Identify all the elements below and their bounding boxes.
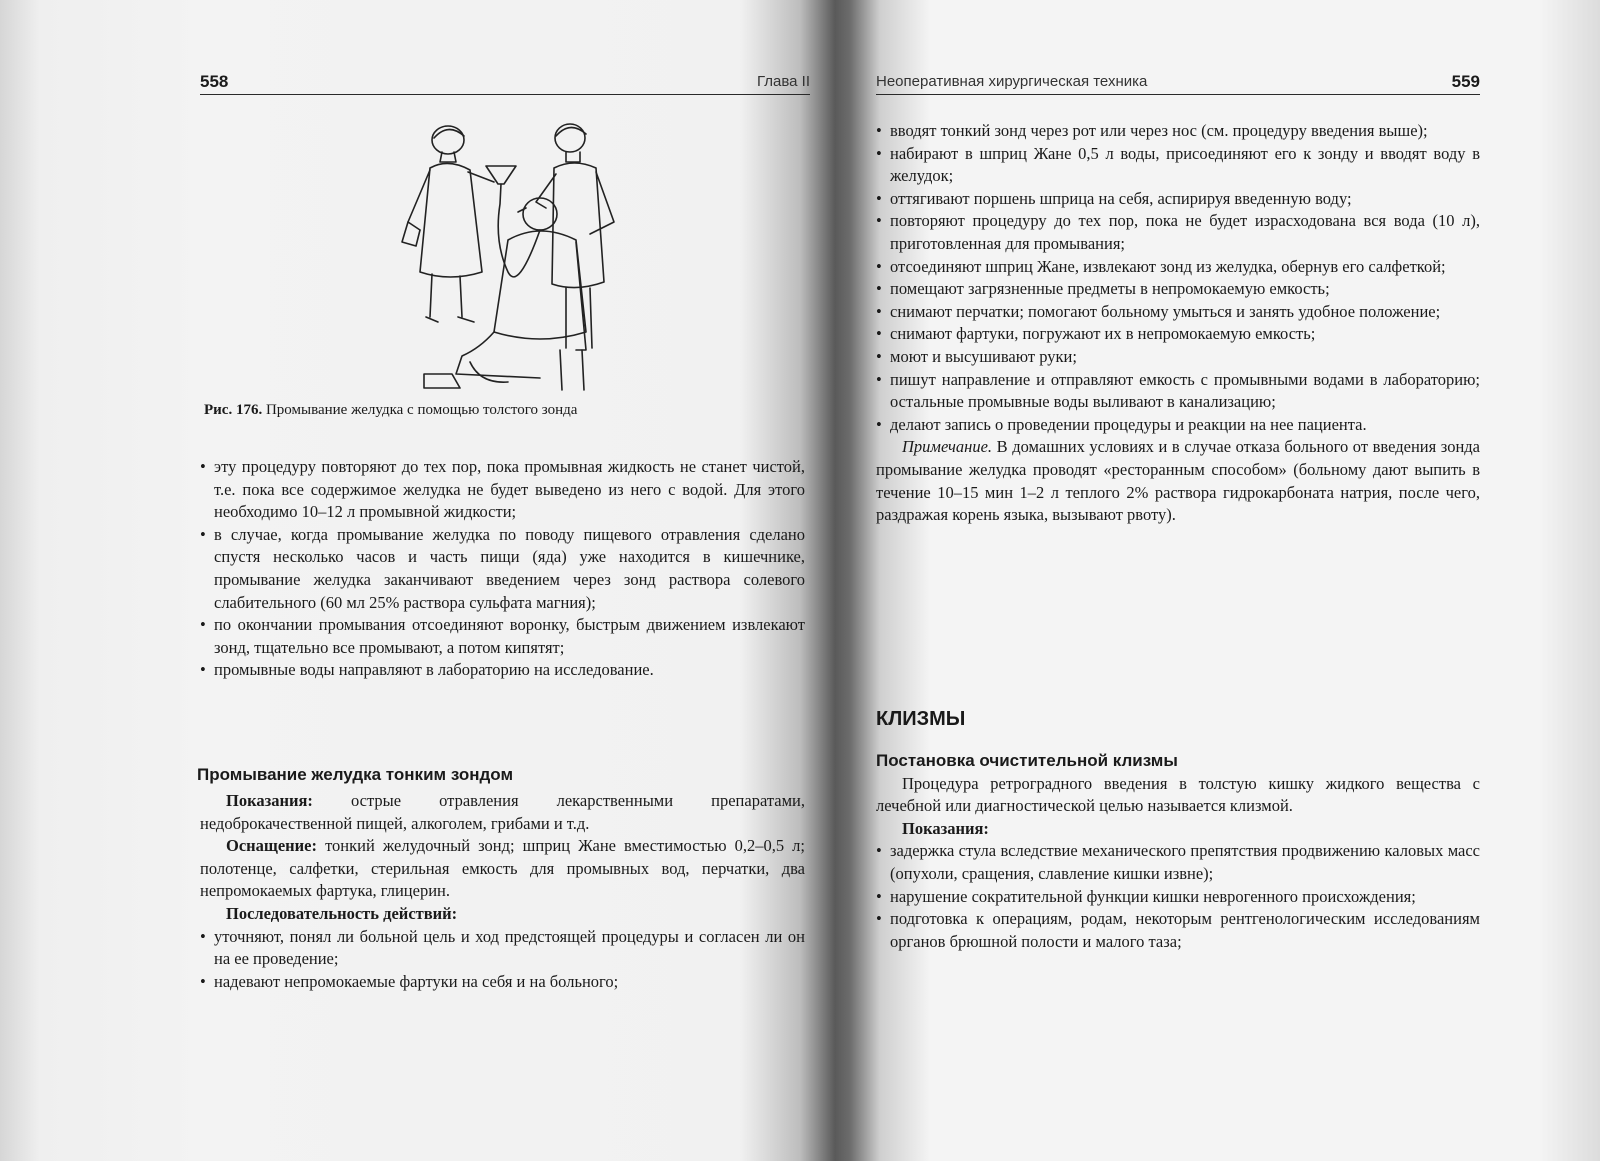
- indications-paragraph: [200, 790, 805, 835]
- list-item: • набирают в шприц Жане 0,5 л воды, присоединяют его к зонду и вводят воду в желудок;: [876, 143, 1480, 188]
- section-title-thin-probe: Промывание желудка тонким зондом: [197, 765, 514, 784]
- indications-paragraph-right: [876, 818, 1480, 841]
- right-bullet-list-top: [876, 120, 1480, 527]
- list-item: • уточняют, понял ли больной цель и ход предстоящей процедуры и согласен ли он на ее проведение;: [200, 926, 805, 971]
- sequence-label: Последовательность действий:: [226, 903, 458, 923]
- page-number-right: 559: [1451, 72, 1480, 91]
- figure-caption-text: Промывание желудка с помощью толстого зонда: [265, 402, 578, 418]
- equipment-paragraph: [200, 835, 805, 903]
- list-item: • снимают перчатки; помогают больному умыться и занять удобное положение;: [876, 301, 1480, 324]
- list-item: • отсоединяют шприц Жане, извлекают зонд из желудка, обернув его салфеткой;: [876, 256, 1480, 279]
- list-item: • задержка стула вследствие механического препятствия продвижению каловых масс (опухоли, сращения, славление кишки извне);: [876, 840, 1480, 885]
- equipment-text: тонкий желудочный зонд; шприц Жане вместимостью 0,2–0,5 л; полотенце, салфетки, стерильная емкость для промывных вод, перчатки, два непромокаемых фартука, глицерин.: [200, 836, 805, 901]
- list-item: • подготовка к операциям, родам, некоторым рентгенологическим исследованиям органов брюшной полости и малого таза;: [876, 908, 1480, 953]
- running-head-text-left: Глава II: [756, 73, 810, 90]
- note-text: В домашних условиях и в случае отказа больного от введения зонда промывание желудка проводят «ресторанным способом» (больному дают выпить в течение 10–15 мин 1–2 л теплого 2% раствора гидрокарбоната натрия, после чего, раздражая корень языка, вызывают рвоту).: [876, 437, 1480, 525]
- list-item: • вводят тонкий зонд через рот или через нос (см. процедуру введения выше);: [876, 120, 1480, 143]
- list-item: • надевают непромокаемые фартуки на себя и на больного;: [200, 971, 805, 994]
- figure-caption-label: Рис. 176.: [204, 402, 263, 418]
- list-item: • повторяют процедуру до тех пор, пока не будет израсходована вся вода (10 л), приготовленная для промывания;: [876, 210, 1480, 255]
- list-item: • оттягивают поршень шприца на себя, аспирируя введенную воду;: [876, 188, 1480, 211]
- list-item: • промывные воды направляют в лабораторию на исследование.: [200, 659, 805, 682]
- note-paragraph: [876, 436, 1480, 526]
- list-item: • нарушение сократительной функции кишки неврогенного происхождения;: [876, 886, 1480, 909]
- page-number-left: 558: [200, 72, 229, 91]
- indications-label-right: Показания:: [902, 818, 989, 838]
- figure-stomach-lavage-illustration: [390, 112, 620, 397]
- list-item: • делают запись о проведении процедуры и реакции на нее пациента.: [876, 414, 1480, 437]
- right-chapter-heading-block: [876, 708, 1480, 731]
- indications-label: Показания:: [226, 791, 313, 810]
- note-label: Примечание.: [902, 437, 993, 457]
- left-section-body: [200, 790, 805, 993]
- sequence-paragraph: [200, 903, 805, 926]
- left-section-thin-probe: [197, 764, 802, 787]
- intro-paragraph: Процедура ретроградного введения в толстую кишку жидкого вещества с лечебной или диагностической целью называется клизмой.: [876, 773, 1480, 816]
- list-item: • по окончании промывания отсоединяют воронку, быстрым движением извлекают зонд, тщательно все промывают, а потом кипятят;: [200, 614, 805, 659]
- running-head-text-right: Неоперативная хирургическая техника: [876, 73, 1148, 90]
- figure-caption: [204, 402, 804, 419]
- equipment-label: Оснащение:: [226, 836, 317, 856]
- right-page: [858, 0, 1600, 1161]
- indications-text: острые отравления лекарственными препаратами, недоброкачественной пищей, алкоголем, грибами и т.д.: [200, 791, 805, 833]
- section-title-cleansing-enema: Постановка очистительной клизмы: [876, 751, 1178, 770]
- list-item: • пишут направление и отправляют емкость с промывными водами в лабораторию; остальные промывные воды выливают в канализацию;: [876, 369, 1480, 414]
- list-item: • снимают фартуки, погружают их в непромокаемую емкость;: [876, 323, 1480, 346]
- list-item: • эту процедуру повторяют до тех пор, пока промывная жидкость не станет чистой, т.е. пока все содержимое желудка не будет выведено из него с водой. Для этого необходимо 10–12 л промывной жидкости;: [200, 456, 805, 524]
- running-head-right: [876, 72, 1480, 95]
- list-item: • в случае, когда промывание желудка по поводу пищевого отравления сделано спустя несколько часов и часть пищи (яда) уже находится в кишечнике, промывание желудка заканчивают введением через зонд раствора солевого слабительного (60 мл 25% раствора сульфата магния);: [200, 524, 805, 614]
- right-section-enema: [876, 750, 1480, 953]
- left-bullet-list-top: [200, 456, 805, 682]
- chapter-heading-enemas: КЛИЗМЫ: [876, 708, 966, 730]
- list-item: • помещают загрязненные предметы в непромокаемую емкость;: [876, 278, 1480, 301]
- running-head-left: [200, 72, 810, 95]
- list-item: • моют и высушивают руки;: [876, 346, 1480, 369]
